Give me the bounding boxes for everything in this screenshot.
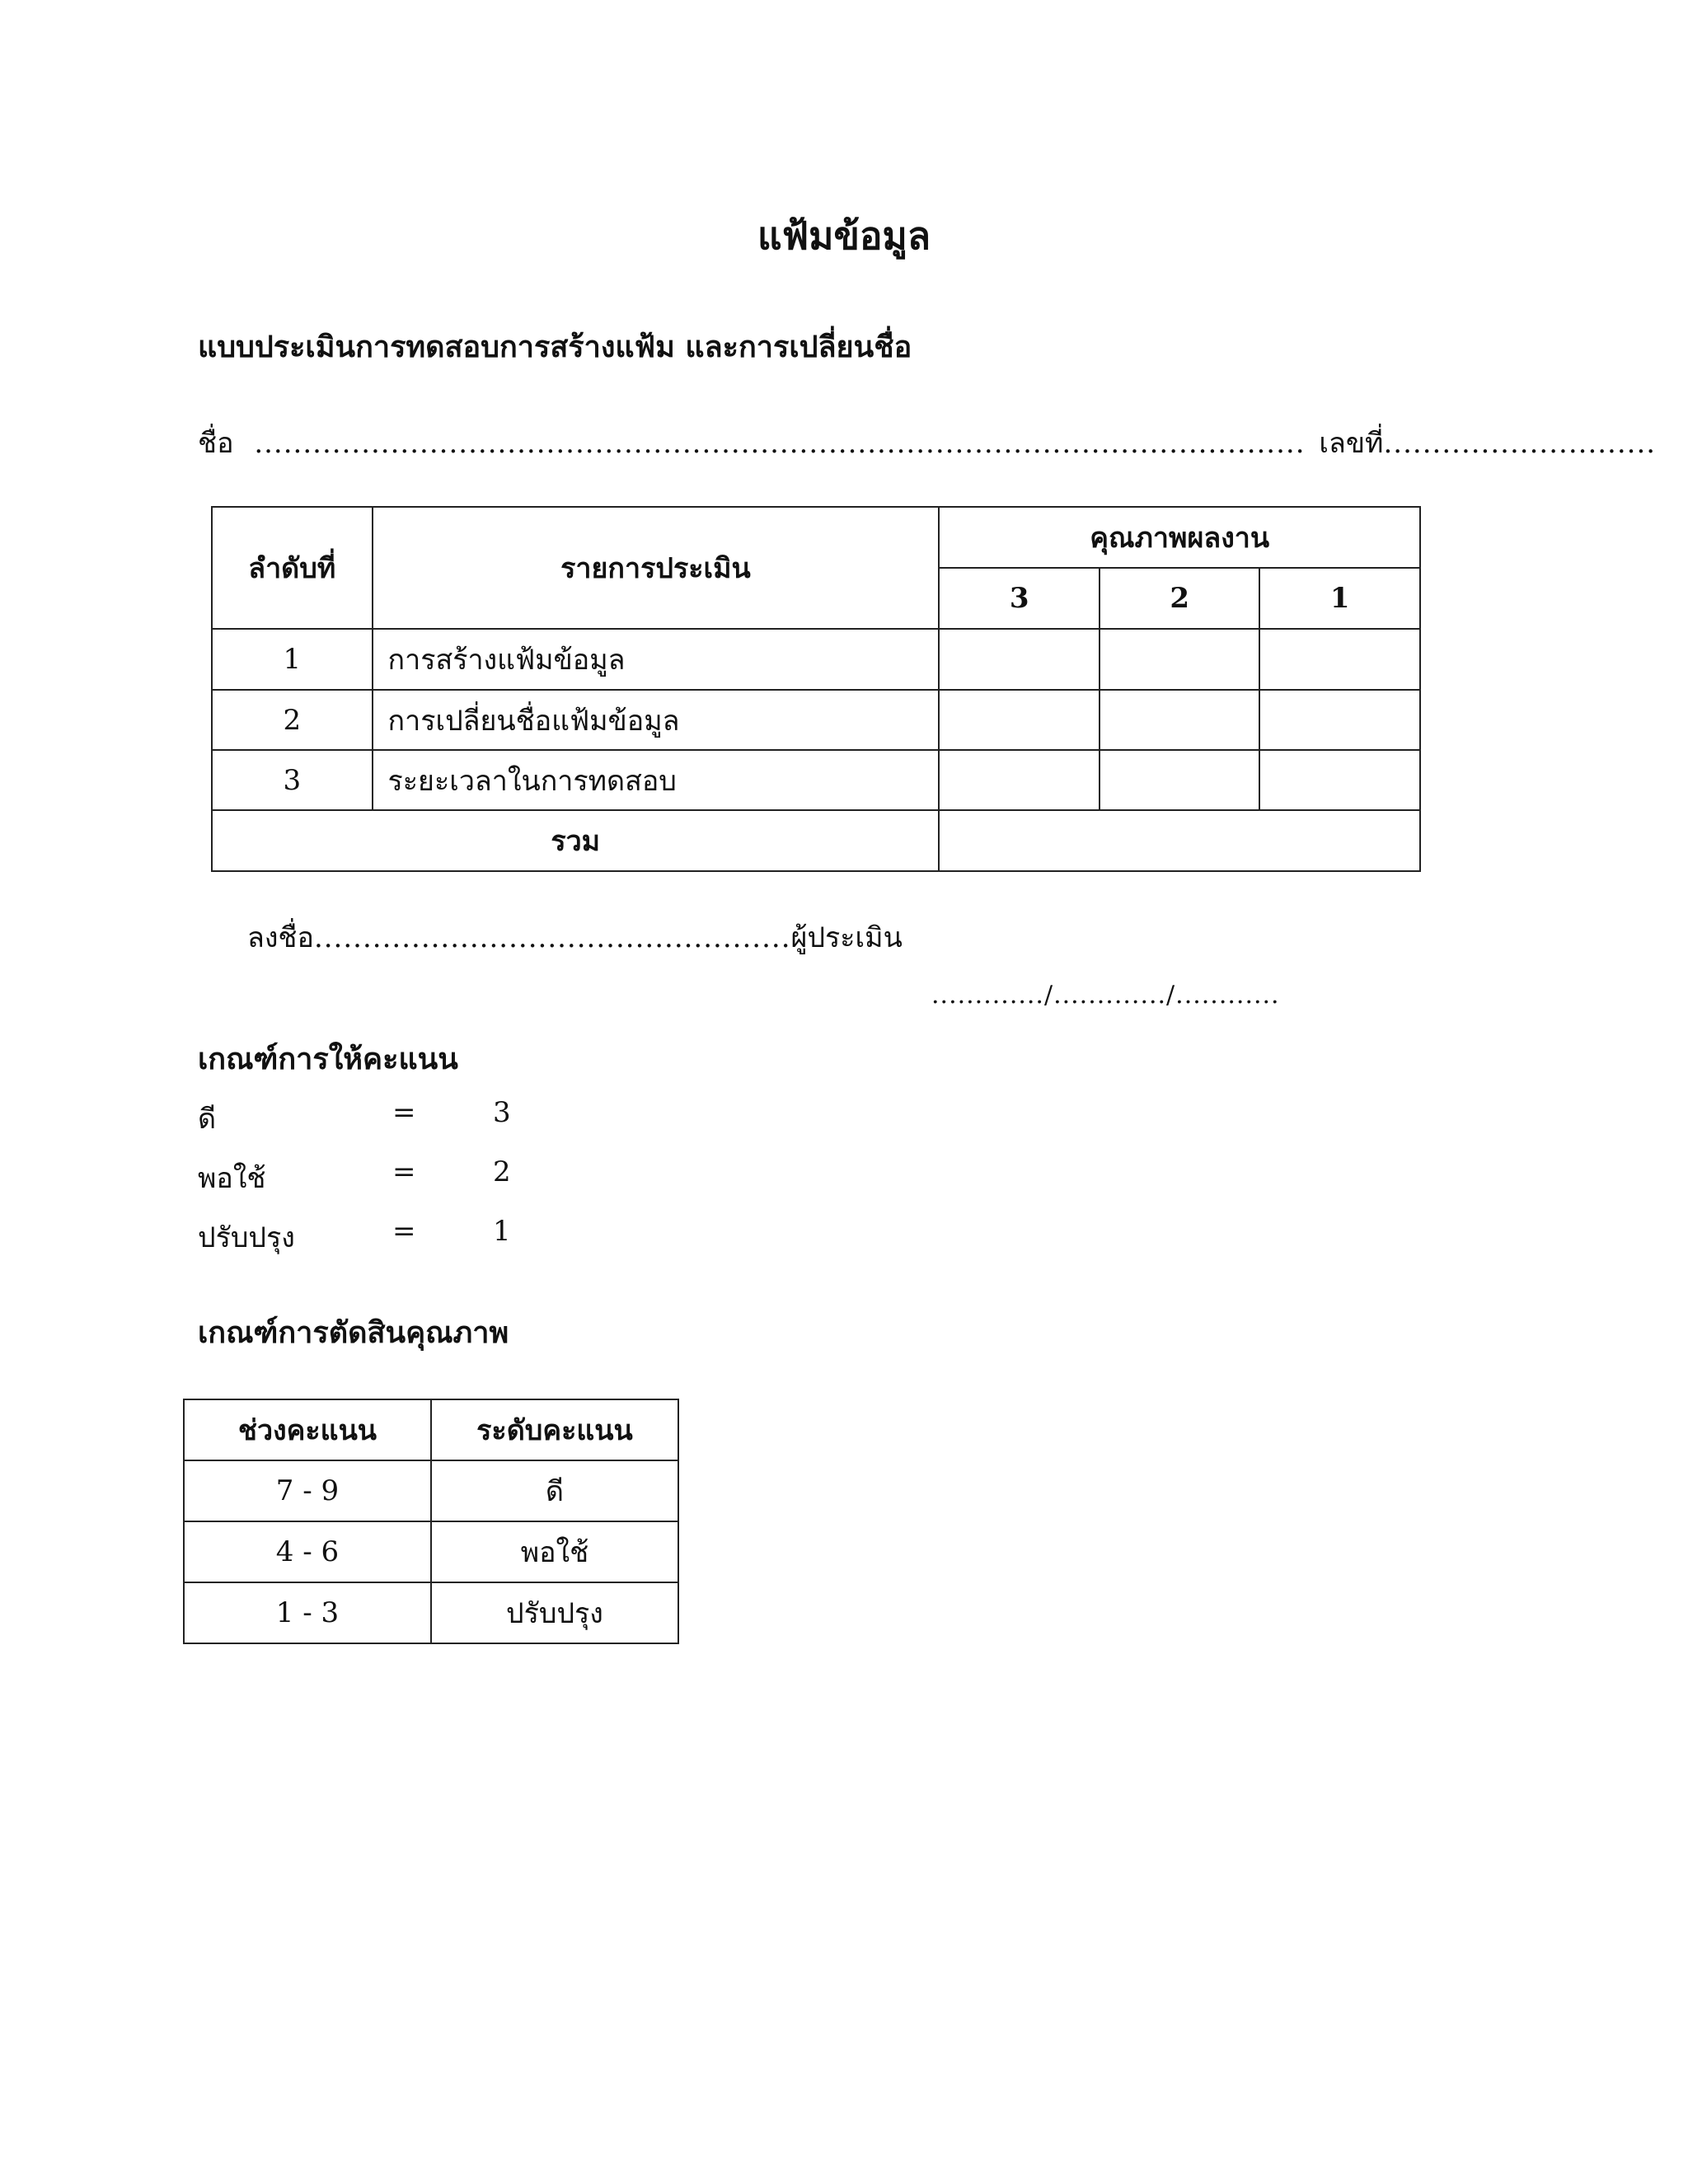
scoring-label: พอใช้ [198, 1162, 266, 1195]
quality-criteria-title: เกณฑ์การตัดสินคุณภาพ [198, 1315, 509, 1350]
header-score-1: 1 [1259, 568, 1420, 629]
score-cell[interactable] [939, 690, 1100, 750]
score-cell[interactable] [1259, 750, 1420, 810]
score-range: 4 - 6 [184, 1521, 431, 1582]
header-score-2: 2 [1100, 568, 1260, 629]
scoring-label: ดี [198, 1103, 217, 1136]
table-row [212, 750, 1420, 810]
scoring-label: ปรับปรุง [198, 1221, 295, 1254]
signature-line [247, 915, 903, 959]
row-number: 3 [212, 750, 373, 810]
assessment-subtitle: แบบประเมินการทดสอบการสร้างแฟ้ม และการเปลี่ยนชื่อ [198, 330, 912, 364]
score-level: พอใช้ [431, 1521, 678, 1582]
scoring-value: 2 [493, 1155, 511, 1188]
total-cell[interactable] [939, 810, 1420, 871]
table-row [184, 1460, 678, 1521]
scoring-equals: = [392, 1096, 416, 1129]
scoring-value: 3 [493, 1096, 511, 1129]
header-score-3: 3 [939, 568, 1100, 629]
score-level: ดี [431, 1460, 678, 1521]
signature-label: ลงชื่อ [247, 921, 314, 954]
score-cell[interactable] [1259, 629, 1420, 690]
table-row [212, 629, 1420, 690]
score-range: 7 - 9 [184, 1460, 431, 1521]
name-label: ชื่อ [198, 427, 234, 460]
score-cell[interactable] [939, 629, 1100, 690]
header-quality: คุณภาพผลงาน [939, 507, 1420, 568]
scoring-equals: = [392, 1155, 416, 1188]
score-cell[interactable] [939, 750, 1100, 810]
scoring-value: 1 [493, 1215, 511, 1248]
score-range: 1 - 3 [184, 1582, 431, 1643]
header-item: รายการประเมิน [373, 507, 940, 629]
score-cell[interactable] [1100, 750, 1260, 810]
evaluator-label: ผู้ประเมิน [790, 921, 903, 954]
header-score-range: ช่วงคะแนน [184, 1399, 431, 1460]
page-title: แฟ้มข้อมูล [757, 213, 931, 258]
header-order: ลำดับที่ [212, 507, 373, 629]
number-field[interactable]: ............................ [1383, 427, 1657, 460]
row-item: การเปลี่ยนชื่อแฟ้มข้อมูล [373, 690, 940, 750]
quality-table [183, 1399, 679, 1644]
score-level: ปรับปรุง [431, 1582, 678, 1643]
scoring-criteria-title: เกณฑ์การให้คะแนน [198, 1042, 458, 1076]
row-number: 2 [212, 690, 373, 750]
number-label: เลขที่ [1319, 427, 1384, 460]
row-number: 1 [212, 629, 373, 690]
table-row [212, 690, 1420, 750]
evaluation-table [211, 506, 1421, 872]
total-label: รวม [212, 810, 939, 871]
row-item: การสร้างแฟ้มข้อมูล [373, 629, 940, 690]
table-row [184, 1582, 678, 1643]
row-item: ระยะเวลาในการทดสอบ [373, 750, 940, 810]
score-cell[interactable] [1259, 690, 1420, 750]
scoring-equals: = [392, 1215, 416, 1248]
date-field[interactable]: ............./............./............ [931, 981, 1280, 1010]
score-cell[interactable] [1100, 690, 1260, 750]
table-row [184, 1521, 678, 1582]
student-info-line [198, 420, 1656, 465]
name-field[interactable]: ............................................................................................................ [254, 427, 1306, 460]
header-score-level: ระดับคะแนน [431, 1399, 678, 1460]
signature-field[interactable]: ................................................. [313, 921, 791, 954]
score-cell[interactable] [1100, 629, 1260, 690]
total-row [212, 810, 1420, 871]
